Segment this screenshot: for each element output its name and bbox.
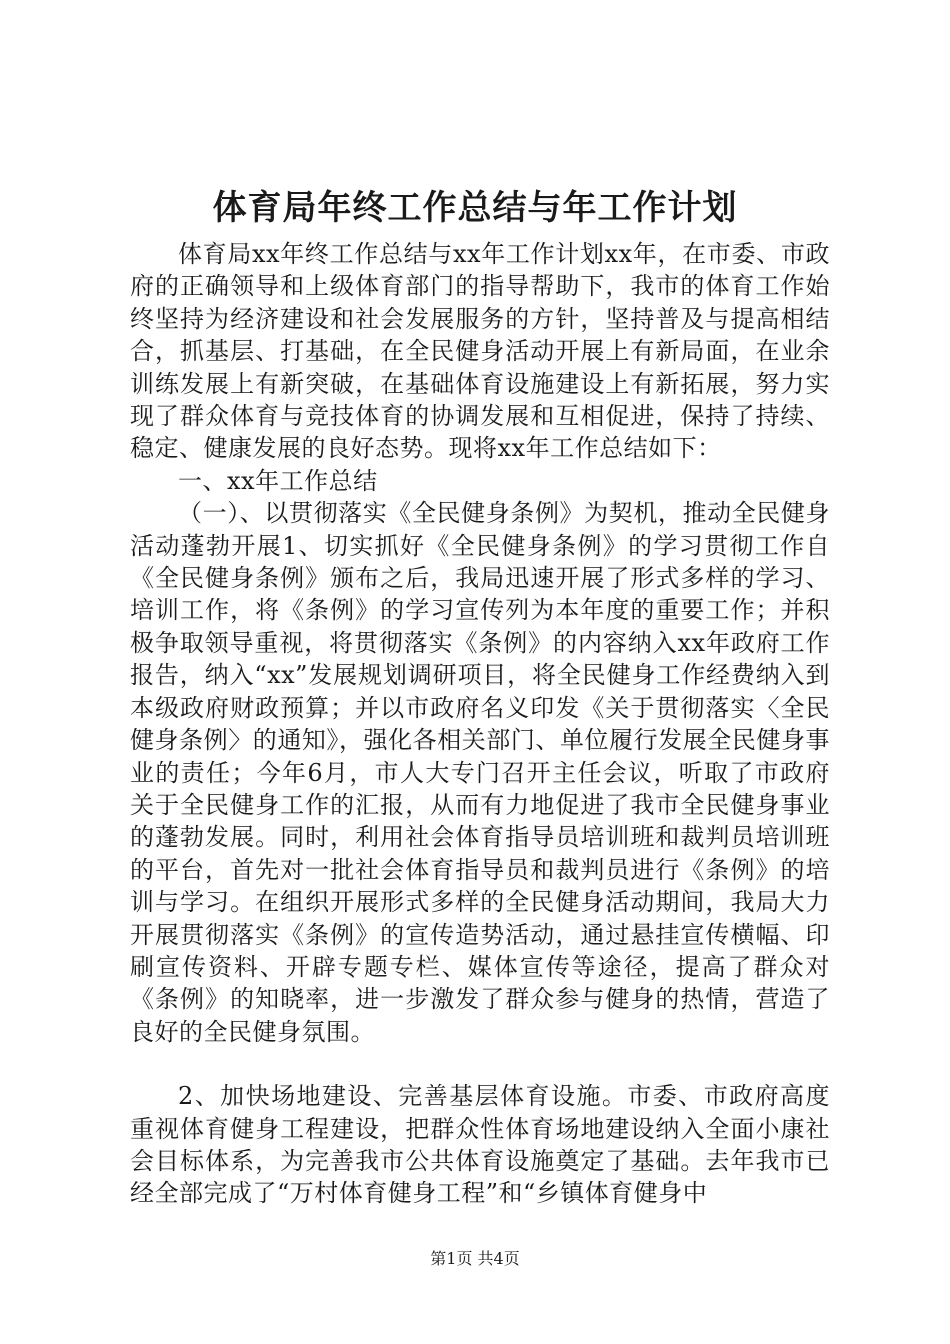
body-paragraph: （一）、以贯彻落实《全民健身条例》为契机，推动全民健身活动蓬勃开展1、切实抓好《全民健身条例》的学习贯彻工作自《全民健身条例》颁布之后，我局迅速开展了形式多样的学习、培训工作，将《条例》的学习宣传列为本年度的重要工作；并积极争取领导重视，将贯彻落实《条例》的内容纳入xx年政府工作报告，纳入“xx”发展规划调研项目，将全民健身工作经费纳入到本级政府财政预算；并以市政府名义印发《关于贯彻落实〈全民健身条例〉的通知》，强化各相关部门、单位履行发展全民健身事业的责任；今年6月，市人大专门召开主任会议，听取了市政府关于全民健身工作的汇报，从而有力地促进了我市全民健身事业的蓬勃发展。同时，利用社会体育指导员培训班和裁判员培训班的平台，首先对一批社会体育指导员和裁判员进行《条例》的培训与学习。在组织开展形式多样的全民健身活动期间，我局大力开展贯彻落实《条例》的宣传造势活动，通过悬挂宣传横幅、印刷宣传资料、开辟专题专栏、媒体宣传等途径，提高了群众对《条例》的知晓率，进一步激发了群众参与健身的热情，营造了良好的全民健身氛围。 [130,499,830,1046]
document-body [130,238,830,1210]
intro-paragraph: 体育局xx年终工作总结与xx年工作计划xx年，在市委、市政府的正确领导和上级体育部门的指导帮助下，我市的体育工作始终坚持为经济建设和社会发展服务的方针，坚持普及与提高相结合，抓基层、打基础，在全民健身活动开展上有新局面，在业余训练发展上有新突破，在基础体育设施建设上有新拓展，努力实现了群众体育与竞技体育的协调发展和互相促进，保持了持续、稳定、健康发展的良好态势。现将xx年工作总结如下： [130,240,830,463]
section-heading: 一、xx年工作总结 [178,466,378,495]
body-paragraph: 2、加快场地建设、完善基层体育设施。市委、市政府高度重视体育健身工程建设，把群众性体育场地建设纳入全面小康社会目标体系，为完善我市公共体育设施奠定了基础。去年我市已经全部完成了“万村体育健身工程”和“乡镇体育健身中 [130,1082,830,1208]
document-title: 体育局年终工作总结与年工作计划 [212,188,738,228]
page-footer: 第1页 共4页 [430,1249,520,1268]
